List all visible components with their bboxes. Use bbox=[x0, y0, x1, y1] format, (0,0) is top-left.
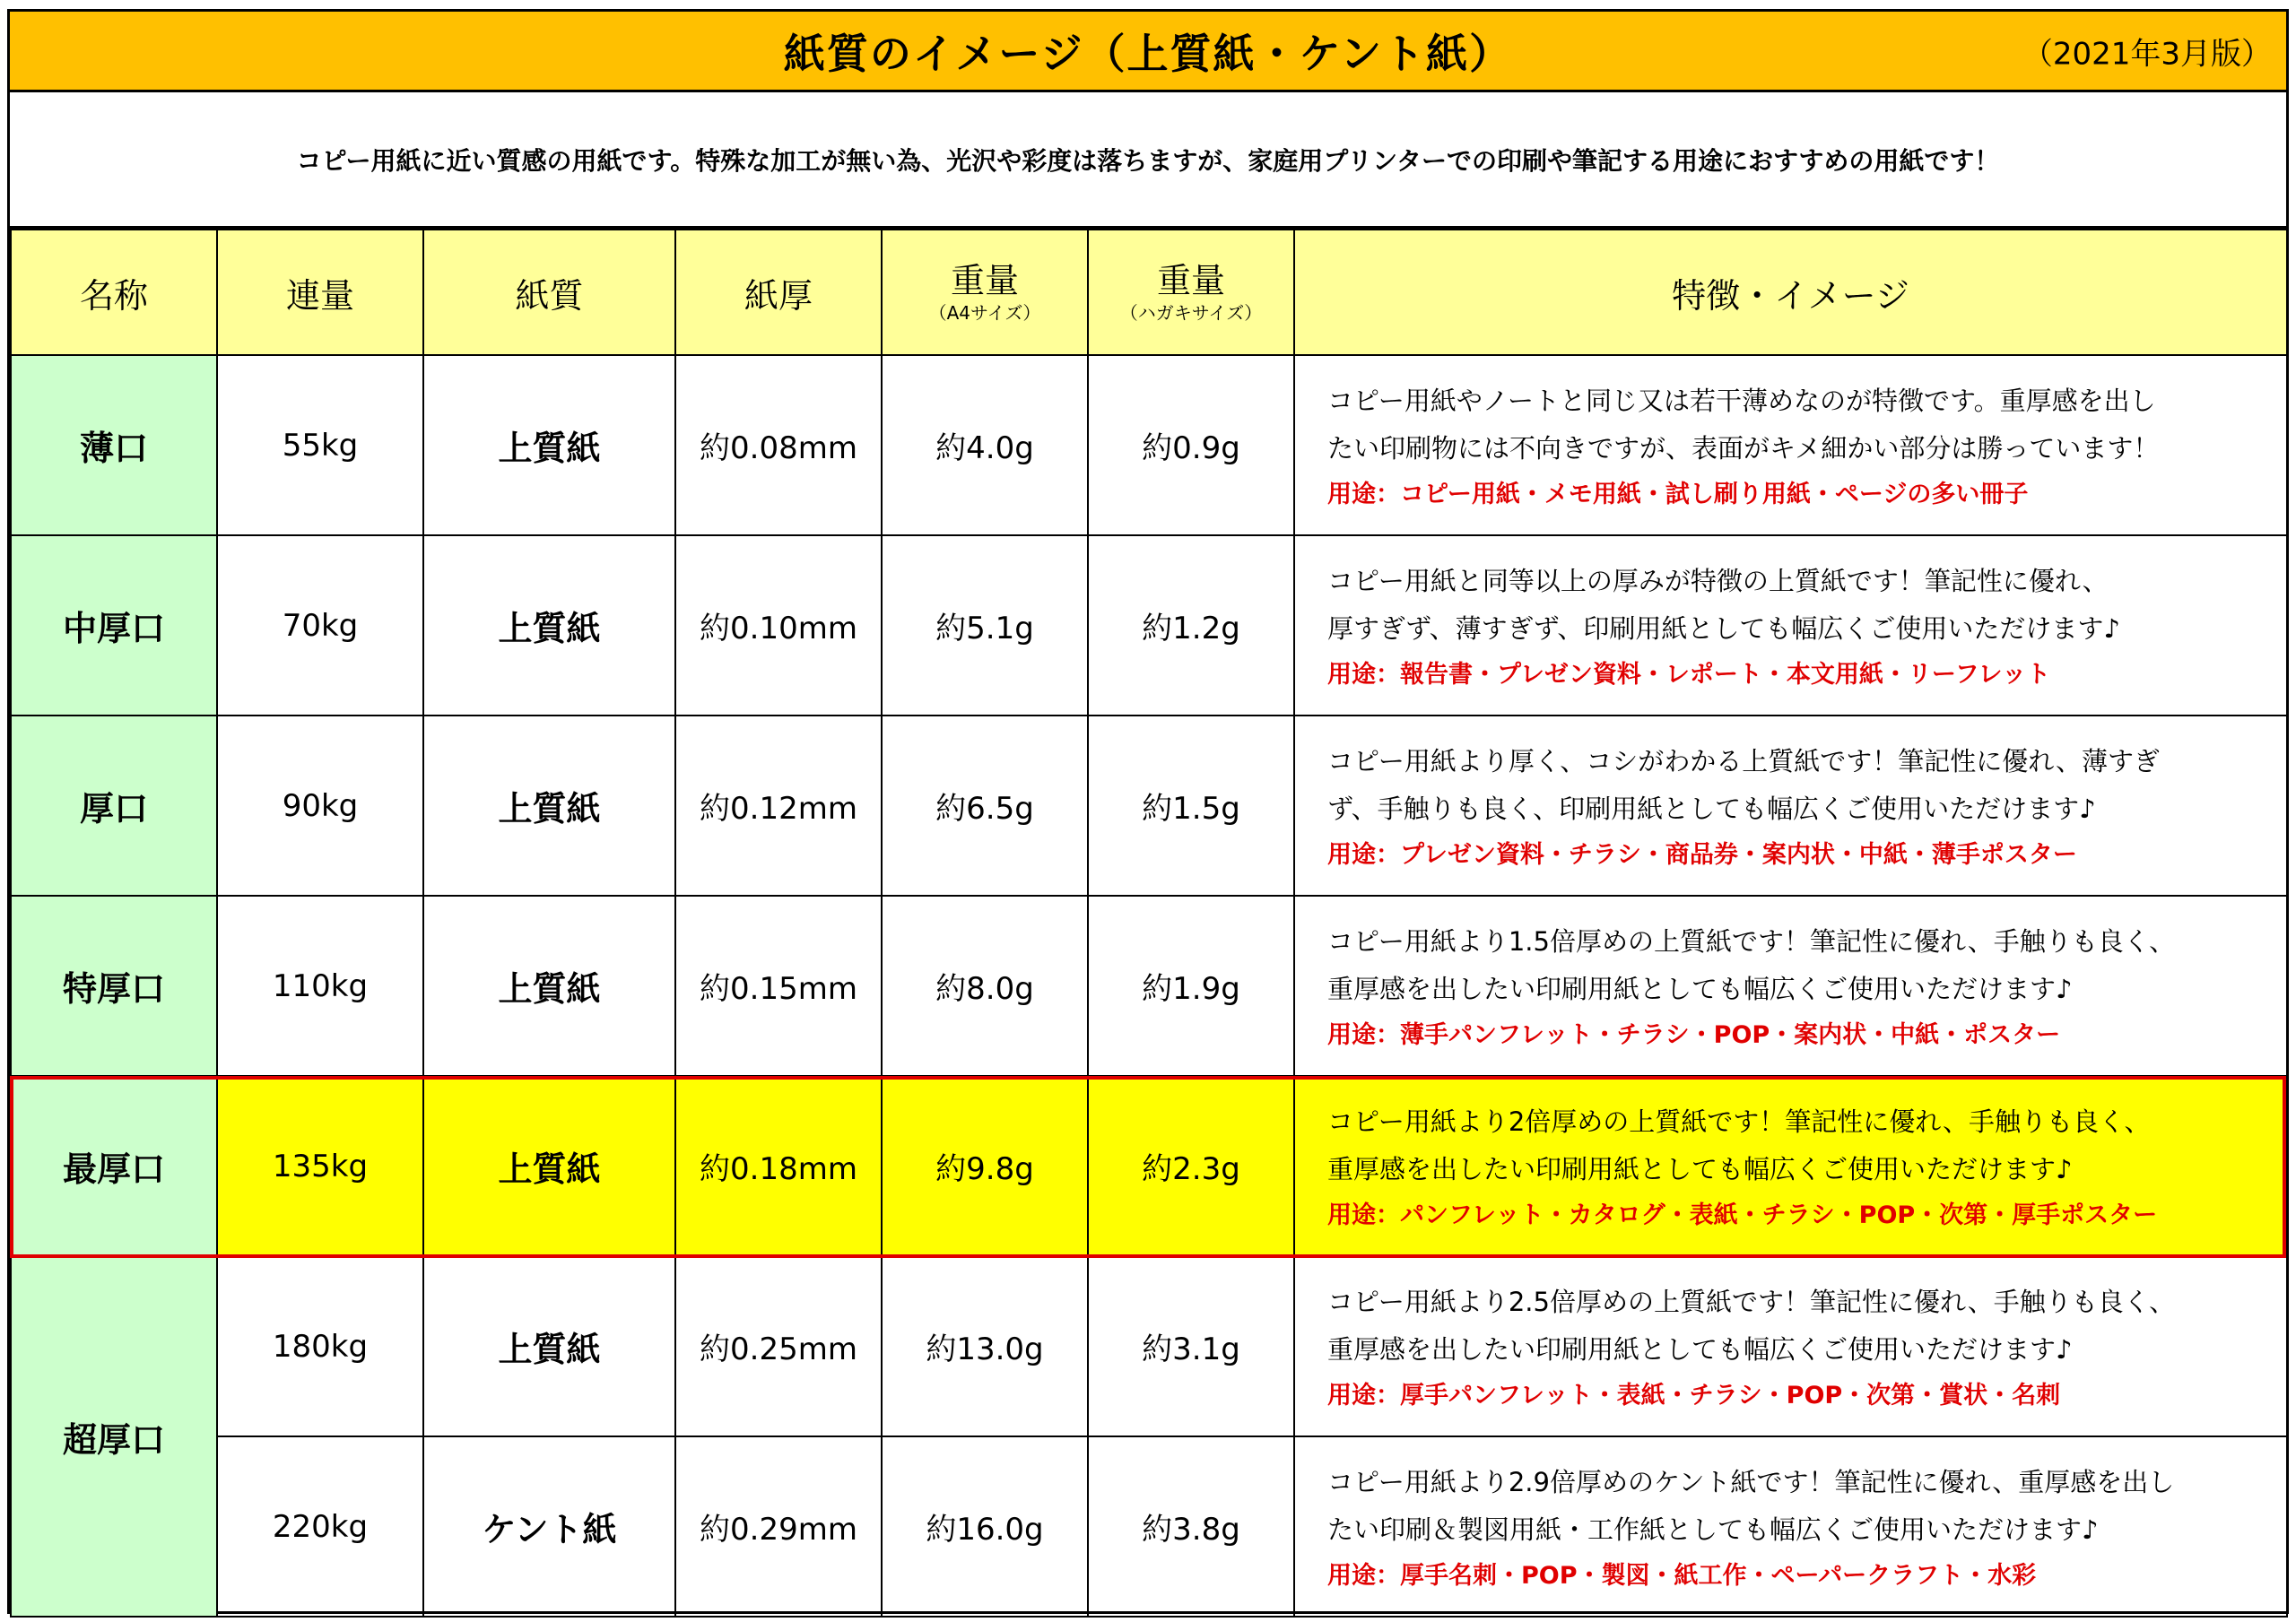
cell-paper-type: 上質紙 bbox=[423, 716, 675, 896]
table-row bbox=[11, 896, 2287, 1076]
cell-paper-type: 上質紙 bbox=[423, 896, 675, 1076]
col-header-weight-postcard-label: 重量 bbox=[1156, 261, 1225, 300]
cell-thickness: 約0.12mm bbox=[675, 716, 882, 896]
cell-features bbox=[1294, 355, 2287, 535]
cell-name: 厚口 bbox=[11, 716, 217, 896]
cell-weight-postcard: 約1.2g bbox=[1088, 535, 1294, 716]
cell-ream-weight: 90kg bbox=[217, 716, 423, 896]
table-row bbox=[11, 1436, 2287, 1617]
cell-ream-weight: 55kg bbox=[217, 355, 423, 535]
table-row bbox=[11, 716, 2287, 896]
cell-paper-type: 上質紙 bbox=[423, 1256, 675, 1436]
cell-paper-type: 上質紙 bbox=[423, 355, 675, 535]
cell-thickness: 約0.08mm bbox=[675, 355, 882, 535]
feature-line: コピー用紙より2.5倍厚めの上質紙です！筆記性に優れ、手触りも良く、 bbox=[1327, 1286, 2176, 1317]
cell-ream-weight: 135kg bbox=[217, 1076, 423, 1256]
title-bar bbox=[10, 12, 2286, 92]
col-header-features: 特徴・イメージ bbox=[1294, 230, 2287, 355]
cell-thickness: 約0.25mm bbox=[675, 1256, 882, 1436]
usage-text: 用途：厚手パンフレット・表紙・チラシ・POP・次第・賞状・名刺 bbox=[1327, 1381, 2061, 1409]
cell-features bbox=[1294, 716, 2287, 896]
cell-ream-weight: 70kg bbox=[217, 535, 423, 716]
table-row bbox=[11, 355, 2287, 535]
cell-features bbox=[1294, 896, 2287, 1076]
cell-weight-a4: 約8.0g bbox=[882, 896, 1088, 1076]
cell-weight-a4: 約16.0g bbox=[882, 1436, 1088, 1617]
col-header-weight-a4-sub: （A4サイズ） bbox=[928, 302, 1041, 324]
cell-weight-postcard: 約3.8g bbox=[1088, 1436, 1294, 1617]
intro-text: コピー用紙に近い質感の用紙です。特殊な加工が無い為、光沢や彩度は落ちますが、家庭用プリンターでの印刷や筆記する用途におすすめの用紙です！ bbox=[296, 145, 2000, 176]
feature-line: ず、手触りも良く、印刷用紙としても幅広くご使用いただけます♪ bbox=[1327, 793, 2096, 824]
cell-paper-type: 上質紙 bbox=[423, 1076, 675, 1256]
usage-text: 用途：報告書・プレゼン資料・レポート・本文用紙・リーフレット bbox=[1327, 660, 2051, 689]
table-row bbox=[11, 1256, 2287, 1436]
cell-weight-postcard: 約3.1g bbox=[1088, 1256, 1294, 1436]
feature-line: コピー用紙やノートと同じ又は若干薄めなのが特徴です。重厚感を出し bbox=[1327, 385, 2156, 416]
col-header-weight-a4-label: 重量 bbox=[950, 261, 1019, 300]
feature-line: コピー用紙より2.9倍厚めのケント紙です！筆記性に優れ、重厚感を出し bbox=[1327, 1466, 2175, 1497]
cell-weight-postcard: 約2.3g bbox=[1088, 1076, 1294, 1256]
usage-text: 用途：プレゼン資料・チラシ・商品券・案内状・中紙・薄手ポスター bbox=[1327, 840, 2077, 869]
cell-name: 薄口 bbox=[11, 355, 217, 535]
usage-text: 用途：パンフレット・カタログ・表紙・チラシ・POP・次第・厚手ポスター bbox=[1327, 1201, 2158, 1229]
feature-line: コピー用紙より2倍厚めの上質紙です！筆記性に優れ、手触りも良く、 bbox=[1327, 1106, 2151, 1137]
feature-line: コピー用紙より厚く、コシがわかる上質紙です！筆記性に優れ、薄すぎ bbox=[1327, 745, 2161, 776]
cell-ream-weight: 220kg bbox=[217, 1436, 423, 1617]
cell-ream-weight: 110kg bbox=[217, 896, 423, 1076]
cell-paper-type: 上質紙 bbox=[423, 535, 675, 716]
cell-paper-type: ケント紙 bbox=[423, 1436, 675, 1617]
cell-weight-a4: 約13.0g bbox=[882, 1256, 1088, 1436]
table-header-row bbox=[11, 230, 2287, 355]
cell-name: 超厚口 bbox=[11, 1256, 217, 1617]
cell-thickness: 約0.29mm bbox=[675, 1436, 882, 1617]
col-header-ream-weight: 連量 bbox=[217, 230, 423, 355]
cell-weight-postcard: 約1.5g bbox=[1088, 716, 1294, 896]
cell-features bbox=[1294, 1436, 2287, 1617]
cell-weight-a4: 約4.0g bbox=[882, 355, 1088, 535]
cell-weight-postcard: 約0.9g bbox=[1088, 355, 1294, 535]
cell-name: 最厚口 bbox=[11, 1076, 217, 1256]
cell-thickness: 約0.18mm bbox=[675, 1076, 882, 1256]
feature-line: 重厚感を出したい印刷用紙としても幅広くご使用いただけます♪ bbox=[1327, 973, 2073, 1004]
table-row bbox=[11, 535, 2287, 716]
feature-line: 重厚感を出したい印刷用紙としても幅広くご使用いただけます♪ bbox=[1327, 1153, 2073, 1184]
feature-line: たい印刷＆製図用紙・工作紙としても幅広くご使用いただけます♪ bbox=[1327, 1514, 2099, 1545]
cell-thickness: 約0.10mm bbox=[675, 535, 882, 716]
paper-spec-sheet bbox=[7, 9, 2289, 1614]
cell-weight-postcard: 約1.9g bbox=[1088, 896, 1294, 1076]
col-header-weight-postcard-sub: （ハガキサイズ） bbox=[1119, 302, 1263, 324]
cell-features bbox=[1294, 535, 2287, 716]
feature-line: コピー用紙より1.5倍厚めの上質紙です！筆記性に優れ、手触りも良く、 bbox=[1327, 925, 2176, 957]
feature-line: コピー用紙と同等以上の厚みが特徴の上質紙です！筆記性に優れ、 bbox=[1327, 565, 2109, 596]
col-header-thickness: 紙厚 bbox=[675, 230, 882, 355]
cell-weight-a4: 約9.8g bbox=[882, 1076, 1088, 1256]
cell-weight-a4: 約6.5g bbox=[882, 716, 1088, 896]
intro-section bbox=[10, 92, 2286, 229]
cell-features bbox=[1294, 1256, 2287, 1436]
cell-name: 中厚口 bbox=[11, 535, 217, 716]
usage-text: 用途：厚手名刺・POP・製図・紙工作・ペーパークラフト・水彩 bbox=[1327, 1561, 2037, 1590]
cell-thickness: 約0.15mm bbox=[675, 896, 882, 1076]
usage-text: 用途：薄手パンフレット・チラシ・POP・案内状・中紙・ポスター bbox=[1327, 1020, 2061, 1049]
usage-text: 用途：コピー用紙・メモ用紙・試し刷り用紙・ページの多い冊子 bbox=[1327, 480, 2029, 508]
col-header-name: 名称 bbox=[11, 230, 217, 355]
feature-line: 重厚感を出したい印刷用紙としても幅広くご使用いただけます♪ bbox=[1327, 1333, 2073, 1365]
spec-table bbox=[10, 229, 2288, 1618]
page-title: 紙質のイメージ（上質紙・ケント紙） bbox=[783, 29, 1513, 78]
col-header-paper-type: 紙質 bbox=[423, 230, 675, 355]
col-header-weight-postcard bbox=[1088, 230, 1294, 355]
cell-features bbox=[1294, 1076, 2287, 1256]
feature-line: 厚すぎず、薄すぎず、印刷用紙としても幅広くご使用いただけます♪ bbox=[1327, 612, 2120, 644]
feature-line: たい印刷物には不向きですが、表面がキメ細かい部分は勝っています！ bbox=[1327, 432, 2160, 464]
col-header-weight-a4 bbox=[882, 230, 1088, 355]
edition-label: （2021年3月版） bbox=[2022, 36, 2272, 72]
cell-weight-a4: 約5.1g bbox=[882, 535, 1088, 716]
cell-name: 特厚口 bbox=[11, 896, 217, 1076]
cell-ream-weight: 180kg bbox=[217, 1256, 423, 1436]
table-row-highlighted bbox=[11, 1076, 2287, 1256]
